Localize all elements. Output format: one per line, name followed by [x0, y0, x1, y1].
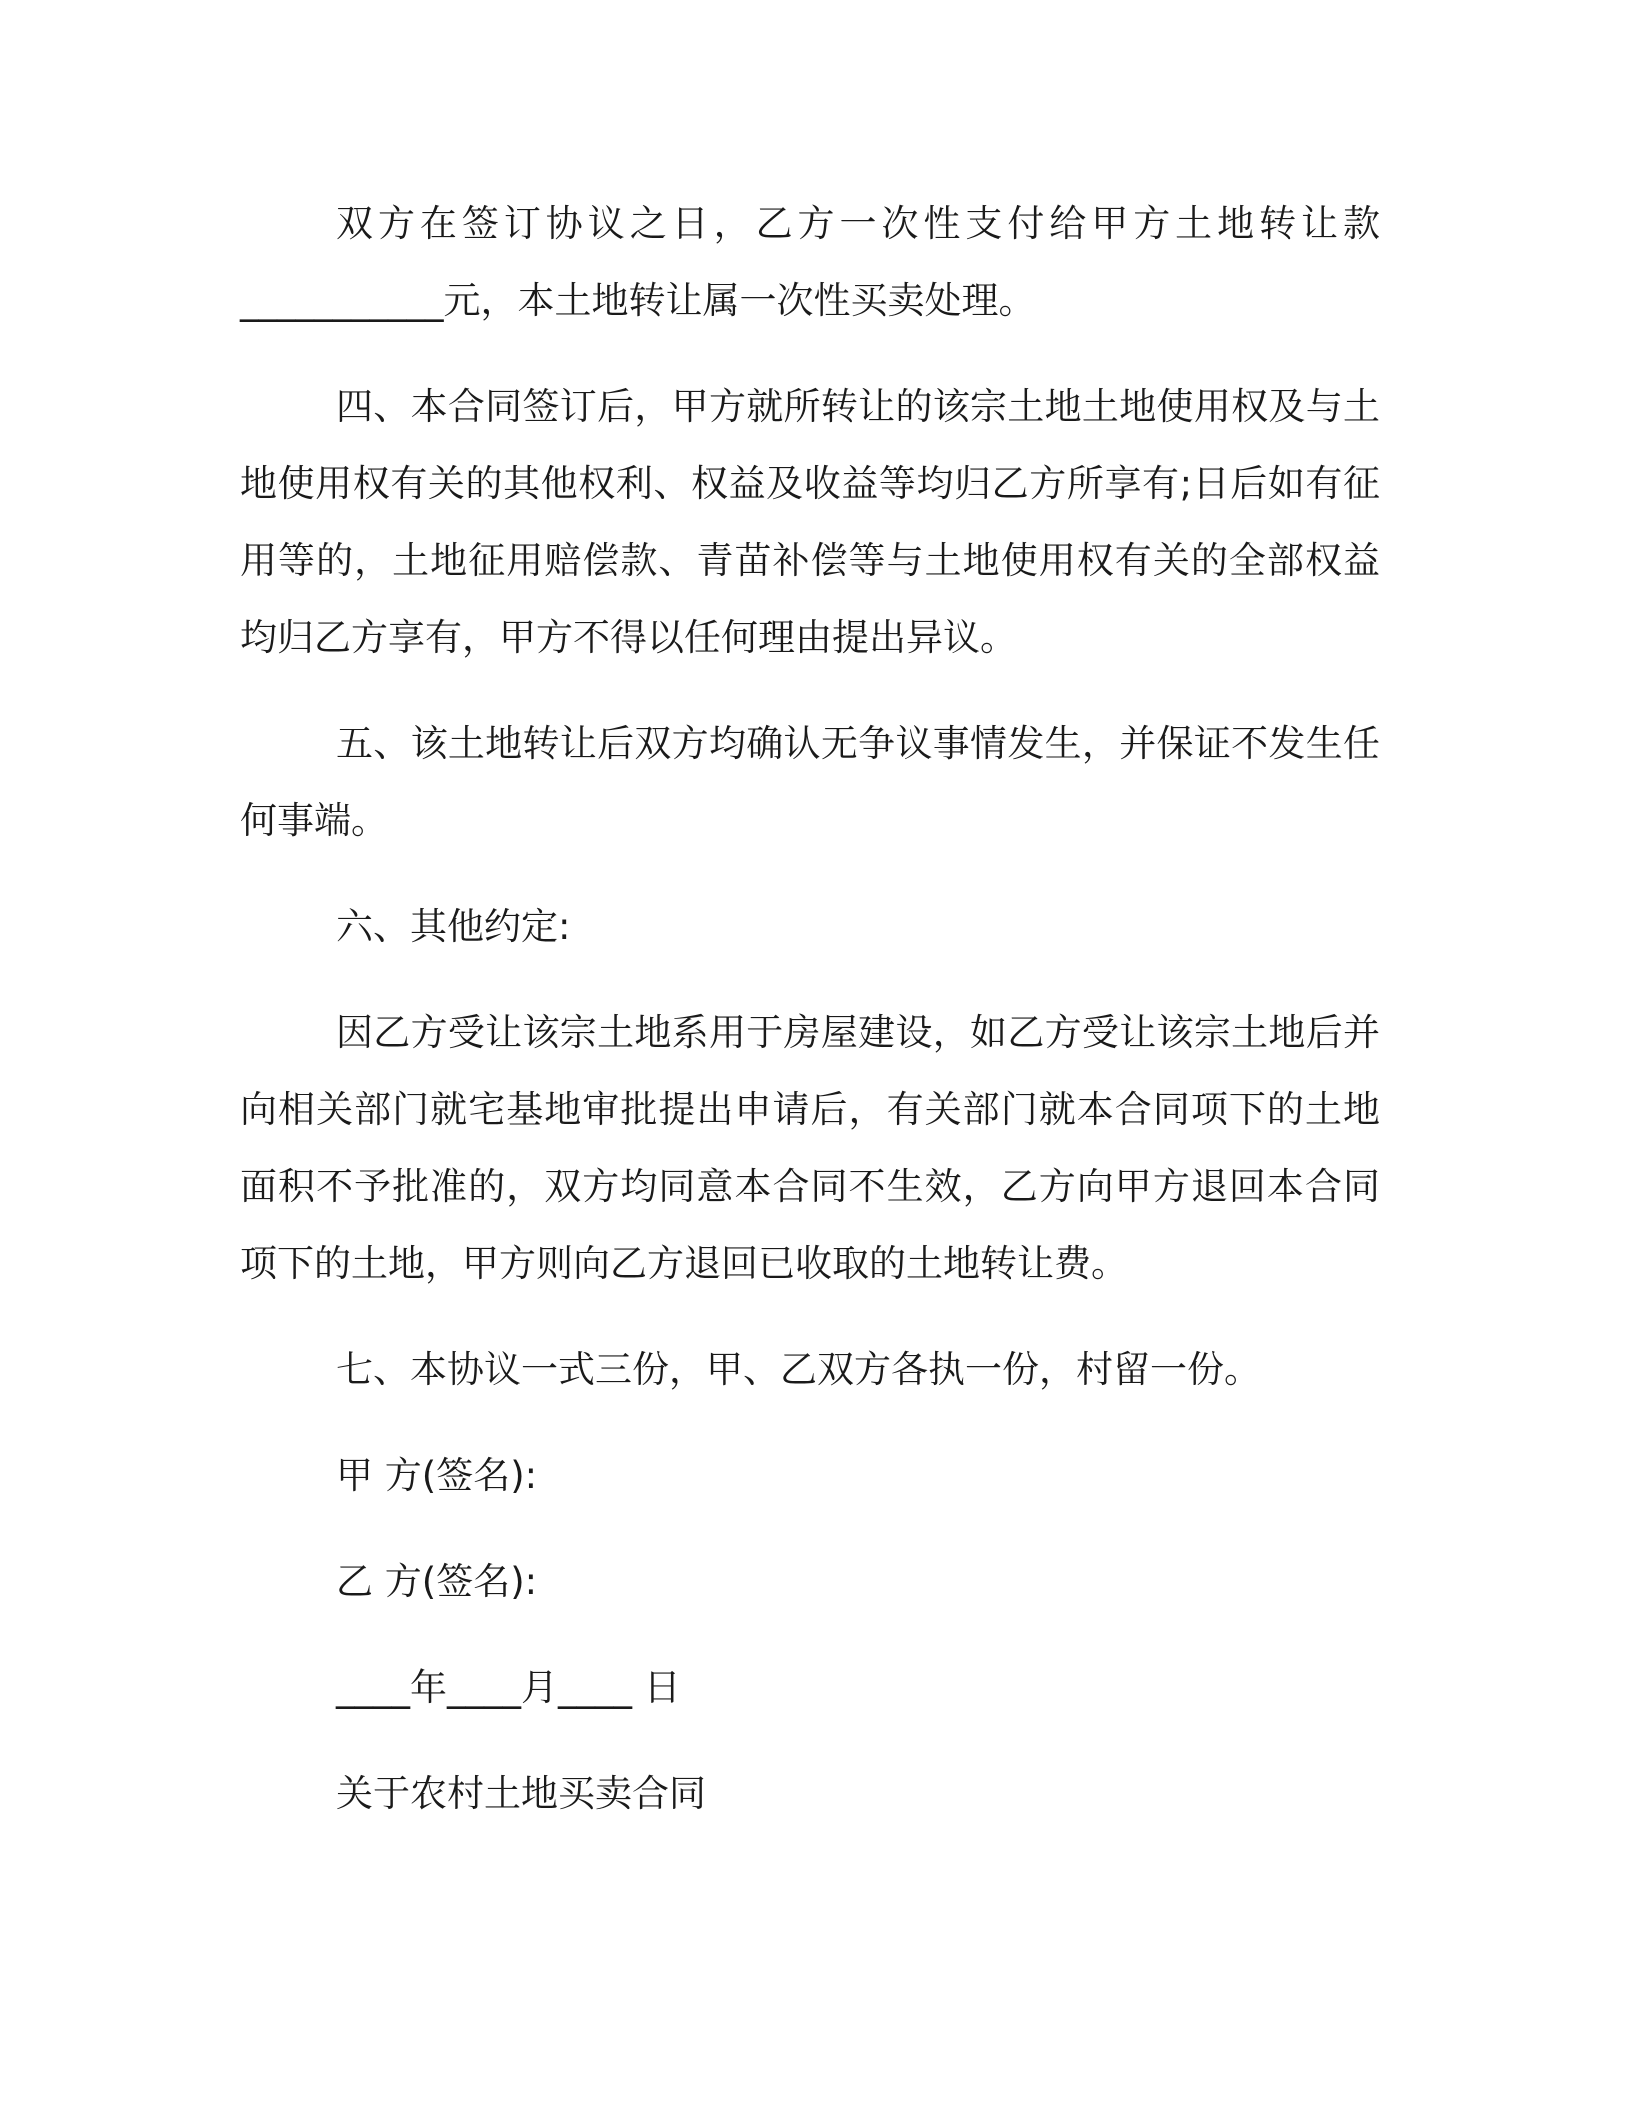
signature-party-b: 乙 方(签名):	[336, 1560, 538, 1603]
paragraph-clause-six-body: 因乙方受让该宗土地系用于房屋建设，如乙方受让该宗土地后并向相关部门就宅基地审批提出申请后，有关部门就本合同项下的土地面积不予批准的，双方均同意本合同不生效，乙方向甲方退回本合同项下的土地，甲方则向乙方退回已收取的土地转让费。	[240, 1011, 1380, 1285]
document-body	[240, 185, 1380, 1861]
date-line: ____年____月____ 日	[336, 1666, 681, 1709]
paragraph-clause-five: 五、该土地转让后双方均确认无争议事情发生，并保证不发生任何事端。	[240, 722, 1380, 842]
paragraph-clause-six-heading: 六、其他约定:	[336, 905, 571, 948]
paragraph-clause-four: 四、本合同签订后，甲方就所转让的该宗土地土地使用权及与土地使用权有关的其他权利、权益及收益等均归乙方所享有;日后如有征用等的，土地征用赔偿款、青苗补偿等与土地使用权有关的全部权益均归乙方享有，甲方不得以任何理由提出异议。	[240, 385, 1380, 659]
paragraph-payment: 双方在签订协议之日，乙方一次性支付给甲方土地转让款___________元，本土地转让属一次性买卖处理。	[240, 202, 1380, 322]
next-document-title: 关于农村土地买卖合同	[336, 1772, 706, 1815]
signature-party-a: 甲 方(签名):	[336, 1454, 538, 1497]
paragraph-clause-seven: 七、本协议一式三份，甲、乙双方各执一份，村留一份。	[336, 1348, 1261, 1391]
